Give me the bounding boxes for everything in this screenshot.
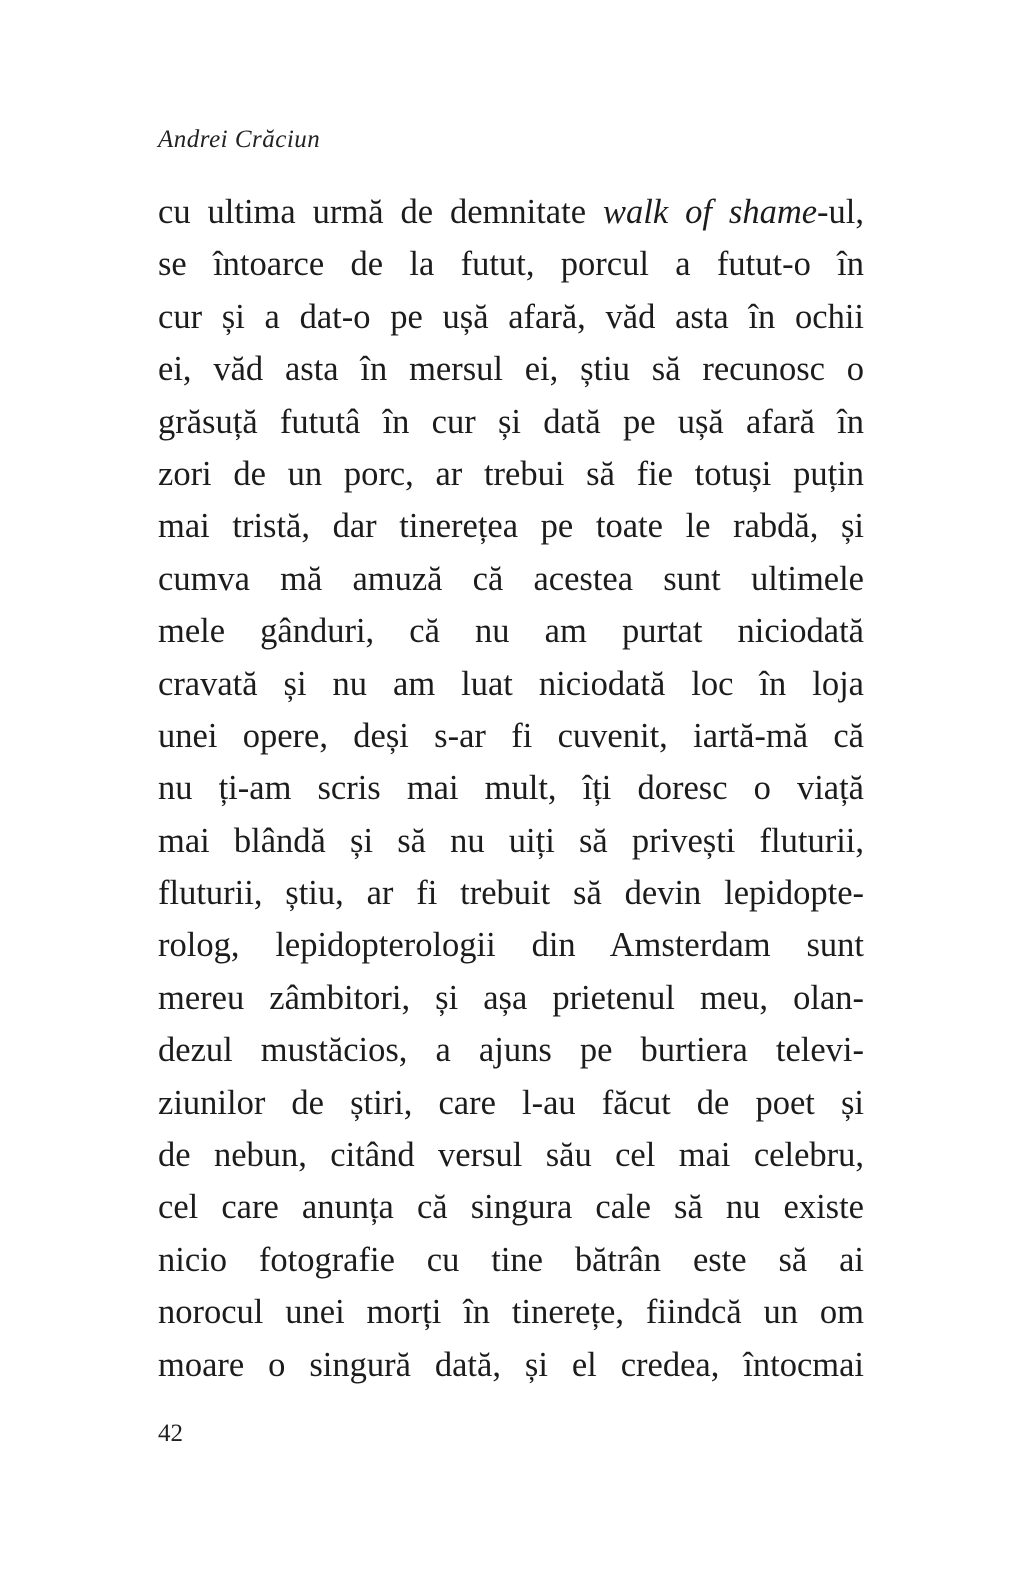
text-line: norocul unei morți în tinerețe, fiindcă un om [158, 1293, 864, 1332]
text-line: nicio fotografie cu tine bătrân este să ai [158, 1240, 864, 1279]
text-line: de nebun, citând versul său cel mai celebru, [158, 1136, 864, 1175]
text-line: rolog, lepidopterologii din Amsterdam sunt [158, 926, 864, 965]
text-line: mereu zâmbitori, și așa prietenul meu, olan- [158, 978, 864, 1017]
text-line: cravată și nu am luat niciodată loc în loja [158, 664, 864, 703]
text-line: zori de un porc, ar trebui să fie totuși puțin [158, 454, 864, 493]
text-line: unei opere, deși s-ar fi cuvenit, iartă-mă că [158, 716, 864, 755]
running-header-author: Andrei Crăciun [158, 126, 321, 153]
text-line: mai blândă și să nu uiți să privești fluturii, [158, 821, 864, 860]
text-line: dezul mustăcios, a ajuns pe burtiera televi- [158, 1031, 864, 1070]
text-line: moare o singură dată, și el credea, întocmai [158, 1345, 864, 1384]
text-line: ziunilor de știri, care l-au făcut de poet și [158, 1083, 864, 1122]
text-line: ei, văd asta în mersul ei, știu să recunosc o [158, 350, 864, 389]
text-line: nu ți-am scris mai mult, îți doresc o viață [158, 769, 864, 808]
text-line: cumva mă amuză că acestea sunt ultimele [158, 559, 864, 598]
page-number: 42 [158, 1420, 183, 1447]
text-line: cur și a dat-o pe ușă afară, văd asta în ochii [158, 297, 864, 336]
text-line: se întoarce de la futut, porcul a futut-o în [158, 245, 864, 284]
text-line: mai tristă, dar tinerețea pe toate le rabdă, și [158, 507, 864, 546]
text-line: fluturii, știu, ar fi trebuit să devin lepidopte- [158, 874, 864, 913]
body-text [158, 186, 864, 1391]
text-line: mele gânduri, că nu am purtat niciodată [158, 612, 864, 651]
italic-phrase: walk of shame [602, 193, 818, 231]
text-line: grăsuță fututâ în cur și dată pe ușă afară în [158, 402, 864, 441]
text-line: cel care anunța că singura cale să nu existe [158, 1188, 864, 1227]
text-line [158, 186, 864, 238]
text-line-start: cu ultima urmă de demnitate [158, 193, 603, 231]
text-line-end: -ul, [817, 193, 864, 231]
